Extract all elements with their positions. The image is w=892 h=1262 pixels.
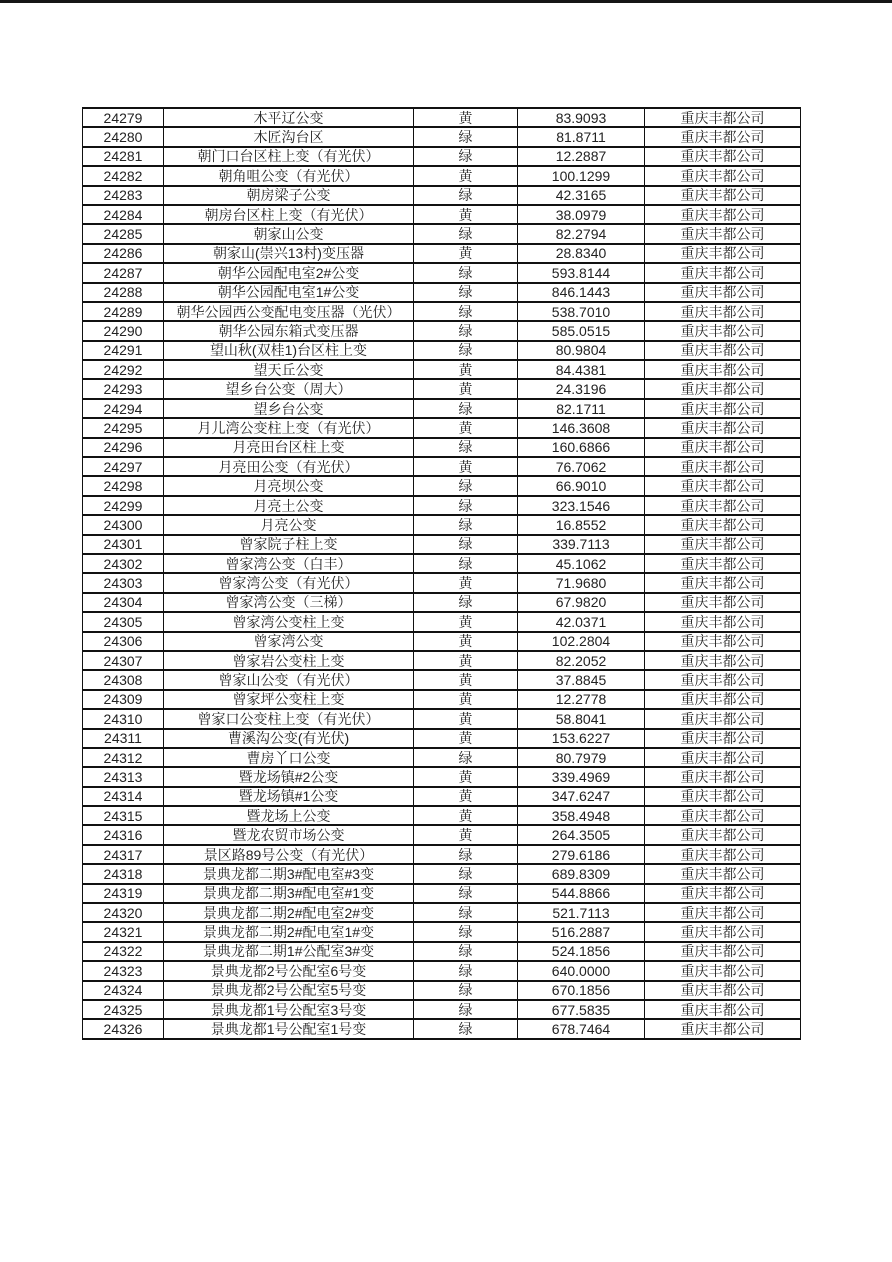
table-row — [83, 961, 801, 980]
table-row — [83, 690, 801, 709]
cell-company: 重庆丰都公司 — [645, 147, 801, 166]
cell-company: 重庆丰都公司 — [645, 341, 801, 360]
cell-company: 重庆丰都公司 — [645, 205, 801, 224]
cell-status: 绿 — [414, 535, 518, 554]
cell-company: 重庆丰都公司 — [645, 321, 801, 340]
cell-status: 绿 — [414, 399, 518, 418]
table-row — [83, 922, 801, 941]
cell-value: 38.0979 — [518, 205, 645, 224]
cell-station-name: 景典龙都二期2#配电室2#变 — [164, 903, 414, 922]
cell-status: 绿 — [414, 476, 518, 495]
cell-row-id: 24297 — [83, 457, 164, 476]
table-row — [83, 379, 801, 398]
table-row — [83, 321, 801, 340]
cell-value: 640.0000 — [518, 961, 645, 980]
cell-status: 绿 — [414, 224, 518, 243]
table-row — [83, 845, 801, 864]
cell-status: 黄 — [414, 806, 518, 825]
table-row — [83, 864, 801, 883]
cell-station-name: 曾家湾公变 — [164, 632, 414, 651]
cell-status: 黄 — [414, 651, 518, 670]
cell-value: 544.8866 — [518, 884, 645, 903]
cell-row-id: 24321 — [83, 922, 164, 941]
cell-station-name: 曹溪沟公变(有光伏) — [164, 729, 414, 748]
cell-row-id: 24284 — [83, 205, 164, 224]
cell-row-id: 24322 — [83, 942, 164, 961]
cell-row-id: 24311 — [83, 729, 164, 748]
cell-status: 黄 — [414, 787, 518, 806]
table-row — [83, 438, 801, 457]
cell-value: 82.2794 — [518, 224, 645, 243]
table-row — [83, 166, 801, 185]
cell-station-name: 朝华公园东箱式变压器 — [164, 321, 414, 340]
cell-station-name: 景典龙都1号公配室1号变 — [164, 1019, 414, 1038]
cell-status: 绿 — [414, 593, 518, 612]
cell-station-name: 曾家山公变（有光伏） — [164, 670, 414, 689]
cell-company: 重庆丰都公司 — [645, 379, 801, 398]
cell-station-name: 朝华公园配电室1#公变 — [164, 283, 414, 302]
cell-row-id: 24290 — [83, 321, 164, 340]
cell-station-name: 望天丘公变 — [164, 360, 414, 379]
table-row — [83, 632, 801, 651]
cell-row-id: 24295 — [83, 418, 164, 437]
cell-row-id: 24324 — [83, 981, 164, 1000]
cell-company: 重庆丰都公司 — [645, 263, 801, 282]
cell-row-id: 24292 — [83, 360, 164, 379]
table-row — [83, 942, 801, 961]
cell-value: 153.6227 — [518, 729, 645, 748]
cell-value: 689.8309 — [518, 864, 645, 883]
cell-value: 102.2804 — [518, 632, 645, 651]
cell-value: 677.5835 — [518, 1000, 645, 1019]
cell-value: 160.6866 — [518, 438, 645, 457]
cell-company: 重庆丰都公司 — [645, 554, 801, 573]
cell-status: 绿 — [414, 263, 518, 282]
table-row — [83, 108, 801, 127]
table-row — [83, 651, 801, 670]
cell-value: 538.7010 — [518, 302, 645, 321]
cell-station-name: 曾家院子柱上变 — [164, 535, 414, 554]
cell-value: 81.8711 — [518, 127, 645, 146]
cell-value: 84.4381 — [518, 360, 645, 379]
cell-value: 593.8144 — [518, 263, 645, 282]
cell-status: 绿 — [414, 845, 518, 864]
cell-station-name: 月亮坝公变 — [164, 476, 414, 495]
cell-value: 82.2052 — [518, 651, 645, 670]
cell-station-name: 景典龙都二期3#配电室#1变 — [164, 884, 414, 903]
cell-company: 重庆丰都公司 — [645, 108, 801, 127]
cell-company: 重庆丰都公司 — [645, 612, 801, 631]
cell-row-id: 24293 — [83, 379, 164, 398]
cell-row-id: 24317 — [83, 845, 164, 864]
table-row — [83, 399, 801, 418]
cell-value: 80.7979 — [518, 748, 645, 767]
table-row — [83, 729, 801, 748]
table-row — [83, 224, 801, 243]
cell-value: 279.6186 — [518, 845, 645, 864]
table-row — [83, 787, 801, 806]
table-row — [83, 186, 801, 205]
cell-station-name: 朝房台区柱上变（有光伏） — [164, 205, 414, 224]
cell-status: 绿 — [414, 748, 518, 767]
cell-status: 绿 — [414, 1019, 518, 1038]
table-row — [83, 709, 801, 728]
cell-value: 670.1856 — [518, 981, 645, 1000]
table-row — [83, 593, 801, 612]
cell-value: 323.1546 — [518, 496, 645, 515]
table-row — [83, 825, 801, 844]
table-row — [83, 205, 801, 224]
cell-station-name: 景典龙都二期2#配电室1#变 — [164, 922, 414, 941]
cell-status: 黄 — [414, 418, 518, 437]
cell-row-id: 24310 — [83, 709, 164, 728]
cell-row-id: 24301 — [83, 535, 164, 554]
cell-company: 重庆丰都公司 — [645, 535, 801, 554]
cell-status: 绿 — [414, 1000, 518, 1019]
transformer-data-table — [82, 107, 801, 1040]
cell-value: 358.4948 — [518, 806, 645, 825]
cell-status: 绿 — [414, 321, 518, 340]
cell-value: 58.8041 — [518, 709, 645, 728]
cell-company: 重庆丰都公司 — [645, 651, 801, 670]
cell-company: 重庆丰都公司 — [645, 787, 801, 806]
cell-status: 绿 — [414, 961, 518, 980]
cell-station-name: 月亮土公变 — [164, 496, 414, 515]
cell-company: 重庆丰都公司 — [645, 476, 801, 495]
cell-status: 黄 — [414, 573, 518, 592]
cell-row-id: 24296 — [83, 438, 164, 457]
cell-company: 重庆丰都公司 — [645, 961, 801, 980]
cell-company: 重庆丰都公司 — [645, 845, 801, 864]
cell-value: 24.3196 — [518, 379, 645, 398]
cell-row-id: 24280 — [83, 127, 164, 146]
table-row — [83, 302, 801, 321]
cell-row-id: 24320 — [83, 903, 164, 922]
cell-status: 黄 — [414, 825, 518, 844]
cell-row-id: 24287 — [83, 263, 164, 282]
table-row — [83, 981, 801, 1000]
table-row — [83, 476, 801, 495]
table-row — [83, 903, 801, 922]
cell-status: 黄 — [414, 379, 518, 398]
cell-value: 28.8340 — [518, 244, 645, 263]
cell-status: 黄 — [414, 205, 518, 224]
cell-station-name: 暨龙农贸市场公变 — [164, 825, 414, 844]
top-edge-bar — [0, 0, 892, 3]
cell-row-id: 24279 — [83, 108, 164, 127]
cell-value: 264.3505 — [518, 825, 645, 844]
cell-station-name: 曾家岩公变柱上变 — [164, 651, 414, 670]
cell-row-id: 24315 — [83, 806, 164, 825]
cell-row-id: 24285 — [83, 224, 164, 243]
table-row — [83, 884, 801, 903]
cell-row-id: 24305 — [83, 612, 164, 631]
cell-station-name: 朝房梁子公变 — [164, 186, 414, 205]
cell-status: 黄 — [414, 670, 518, 689]
cell-station-name: 暨龙场镇#2公变 — [164, 767, 414, 786]
cell-station-name: 暨龙场上公变 — [164, 806, 414, 825]
cell-company: 重庆丰都公司 — [645, 670, 801, 689]
table-row — [83, 283, 801, 302]
cell-row-id: 24313 — [83, 767, 164, 786]
cell-row-id: 24318 — [83, 864, 164, 883]
table-row — [83, 360, 801, 379]
cell-value: 45.1062 — [518, 554, 645, 573]
cell-row-id: 24304 — [83, 593, 164, 612]
cell-value: 80.9804 — [518, 341, 645, 360]
cell-station-name: 朝家山(崇兴13村)变压器 — [164, 244, 414, 263]
cell-status: 黄 — [414, 166, 518, 185]
cell-status: 绿 — [414, 864, 518, 883]
cell-station-name: 朝家山公变 — [164, 224, 414, 243]
cell-value: 42.0371 — [518, 612, 645, 631]
cell-company: 重庆丰都公司 — [645, 748, 801, 767]
cell-value: 678.7464 — [518, 1019, 645, 1038]
cell-row-id: 24309 — [83, 690, 164, 709]
table-row — [83, 341, 801, 360]
cell-status: 绿 — [414, 942, 518, 961]
cell-station-name: 朝门口台区柱上变（有光伏） — [164, 147, 414, 166]
cell-station-name: 望乡台公变 — [164, 399, 414, 418]
cell-value: 846.1443 — [518, 283, 645, 302]
cell-status: 黄 — [414, 767, 518, 786]
cell-company: 重庆丰都公司 — [645, 127, 801, 146]
cell-row-id: 24298 — [83, 476, 164, 495]
cell-row-id: 24299 — [83, 496, 164, 515]
cell-company: 重庆丰都公司 — [645, 864, 801, 883]
cell-station-name: 景区路89号公变（有光伏） — [164, 845, 414, 864]
cell-company: 重庆丰都公司 — [645, 903, 801, 922]
cell-company: 重庆丰都公司 — [645, 981, 801, 1000]
cell-status: 绿 — [414, 341, 518, 360]
cell-company: 重庆丰都公司 — [645, 573, 801, 592]
table-row — [83, 263, 801, 282]
table-row — [83, 147, 801, 166]
cell-company: 重庆丰都公司 — [645, 942, 801, 961]
cell-station-name: 曾家湾公变（白丰） — [164, 554, 414, 573]
cell-value: 347.6247 — [518, 787, 645, 806]
cell-station-name: 曾家湾公变（三梯） — [164, 593, 414, 612]
cell-row-id: 24316 — [83, 825, 164, 844]
table-body — [83, 108, 801, 1039]
cell-station-name: 月亮公变 — [164, 515, 414, 534]
cell-row-id: 24306 — [83, 632, 164, 651]
cell-company: 重庆丰都公司 — [645, 515, 801, 534]
table-row — [83, 767, 801, 786]
cell-value: 12.2887 — [518, 147, 645, 166]
cell-company: 重庆丰都公司 — [645, 244, 801, 263]
cell-status: 绿 — [414, 922, 518, 941]
cell-value: 339.4969 — [518, 767, 645, 786]
cell-status: 黄 — [414, 612, 518, 631]
cell-company: 重庆丰都公司 — [645, 224, 801, 243]
cell-row-id: 24281 — [83, 147, 164, 166]
table-row — [83, 418, 801, 437]
cell-station-name: 景典龙都1号公配室3号变 — [164, 1000, 414, 1019]
cell-station-name: 月儿湾公变柱上变（有光伏） — [164, 418, 414, 437]
cell-station-name: 景典龙都二期3#配电室#3变 — [164, 864, 414, 883]
cell-company: 重庆丰都公司 — [645, 806, 801, 825]
cell-value: 67.9820 — [518, 593, 645, 612]
cell-value: 146.3608 — [518, 418, 645, 437]
cell-value: 12.2778 — [518, 690, 645, 709]
cell-status: 黄 — [414, 709, 518, 728]
cell-status: 绿 — [414, 127, 518, 146]
cell-station-name: 朝华公园西公变配电变压器（光伏） — [164, 302, 414, 321]
cell-status: 黄 — [414, 632, 518, 651]
cell-status: 绿 — [414, 554, 518, 573]
table-row — [83, 573, 801, 592]
cell-station-name: 景典龙都2号公配室5号变 — [164, 981, 414, 1000]
table-row — [83, 515, 801, 534]
cell-row-id: 24291 — [83, 341, 164, 360]
cell-company: 重庆丰都公司 — [645, 632, 801, 651]
table-row — [83, 670, 801, 689]
cell-company: 重庆丰都公司 — [645, 360, 801, 379]
cell-row-id: 24283 — [83, 186, 164, 205]
cell-status: 黄 — [414, 108, 518, 127]
cell-value: 42.3165 — [518, 186, 645, 205]
cell-value: 521.7113 — [518, 903, 645, 922]
cell-value: 100.1299 — [518, 166, 645, 185]
cell-company: 重庆丰都公司 — [645, 709, 801, 728]
cell-station-name: 朝华公园配电室2#公变 — [164, 263, 414, 282]
cell-company: 重庆丰都公司 — [645, 418, 801, 437]
table-row — [83, 496, 801, 515]
cell-row-id: 24286 — [83, 244, 164, 263]
cell-station-name: 曹房丫口公变 — [164, 748, 414, 767]
cell-company: 重庆丰都公司 — [645, 438, 801, 457]
cell-status: 绿 — [414, 438, 518, 457]
cell-row-id: 24325 — [83, 1000, 164, 1019]
cell-company: 重庆丰都公司 — [645, 922, 801, 941]
cell-company: 重庆丰都公司 — [645, 496, 801, 515]
cell-value: 37.8845 — [518, 670, 645, 689]
cell-value: 82.1711 — [518, 399, 645, 418]
cell-station-name: 木平辽公变 — [164, 108, 414, 127]
cell-company: 重庆丰都公司 — [645, 884, 801, 903]
cell-status: 绿 — [414, 981, 518, 1000]
cell-status: 绿 — [414, 186, 518, 205]
cell-station-name: 月亮田公变（有光伏） — [164, 457, 414, 476]
cell-row-id: 24314 — [83, 787, 164, 806]
cell-station-name: 曾家湾公变柱上变 — [164, 612, 414, 631]
cell-station-name: 木匠沟台区 — [164, 127, 414, 146]
cell-station-name: 景典龙都二期1#公配室3#变 — [164, 942, 414, 961]
cell-row-id: 24288 — [83, 283, 164, 302]
table-row — [83, 535, 801, 554]
cell-status: 黄 — [414, 729, 518, 748]
cell-status: 黄 — [414, 360, 518, 379]
cell-row-id: 24303 — [83, 573, 164, 592]
cell-row-id: 24282 — [83, 166, 164, 185]
cell-row-id: 24289 — [83, 302, 164, 321]
cell-company: 重庆丰都公司 — [645, 302, 801, 321]
cell-status: 绿 — [414, 147, 518, 166]
cell-value: 16.8552 — [518, 515, 645, 534]
cell-station-name: 月亮田台区柱上变 — [164, 438, 414, 457]
table-row — [83, 1019, 801, 1038]
cell-status: 绿 — [414, 515, 518, 534]
cell-company: 重庆丰都公司 — [645, 457, 801, 476]
cell-company: 重庆丰都公司 — [645, 283, 801, 302]
cell-value: 66.9010 — [518, 476, 645, 495]
cell-station-name: 朝角咀公变（有光伏） — [164, 166, 414, 185]
cell-company: 重庆丰都公司 — [645, 593, 801, 612]
cell-value: 585.0515 — [518, 321, 645, 340]
cell-row-id: 24300 — [83, 515, 164, 534]
cell-company: 重庆丰都公司 — [645, 729, 801, 748]
cell-company: 重庆丰都公司 — [645, 767, 801, 786]
cell-row-id: 24323 — [83, 961, 164, 980]
cell-row-id: 24319 — [83, 884, 164, 903]
cell-station-name: 曾家坪公变柱上变 — [164, 690, 414, 709]
cell-station-name: 暨龙场镇#1公变 — [164, 787, 414, 806]
cell-status: 黄 — [414, 457, 518, 476]
table-row — [83, 127, 801, 146]
cell-row-id: 24302 — [83, 554, 164, 573]
cell-company: 重庆丰都公司 — [645, 166, 801, 185]
cell-row-id: 24294 — [83, 399, 164, 418]
table-row — [83, 612, 801, 631]
cell-status: 绿 — [414, 283, 518, 302]
cell-station-name: 曾家口公变柱上变（有光伏） — [164, 709, 414, 728]
table-row — [83, 806, 801, 825]
cell-station-name: 景典龙都2号公配室6号变 — [164, 961, 414, 980]
cell-company: 重庆丰都公司 — [645, 186, 801, 205]
cell-company: 重庆丰都公司 — [645, 1019, 801, 1038]
cell-status: 绿 — [414, 903, 518, 922]
cell-company: 重庆丰都公司 — [645, 399, 801, 418]
cell-status: 黄 — [414, 244, 518, 263]
cell-value: 516.2887 — [518, 922, 645, 941]
cell-company: 重庆丰都公司 — [645, 825, 801, 844]
cell-company: 重庆丰都公司 — [645, 690, 801, 709]
cell-company: 重庆丰都公司 — [645, 1000, 801, 1019]
cell-row-id: 24312 — [83, 748, 164, 767]
cell-value: 76.7062 — [518, 457, 645, 476]
cell-station-name: 望山秋(双桂1)台区柱上变 — [164, 341, 414, 360]
table-row — [83, 457, 801, 476]
table-row — [83, 554, 801, 573]
cell-status: 绿 — [414, 884, 518, 903]
cell-station-name: 曾家湾公变（有光伏） — [164, 573, 414, 592]
cell-station-name: 望乡台公变（周大） — [164, 379, 414, 398]
cell-value: 71.9680 — [518, 573, 645, 592]
cell-status: 绿 — [414, 302, 518, 321]
table-row — [83, 1000, 801, 1019]
cell-status: 绿 — [414, 496, 518, 515]
cell-value: 83.9093 — [518, 108, 645, 127]
cell-status: 黄 — [414, 690, 518, 709]
table-row — [83, 244, 801, 263]
cell-value: 339.7113 — [518, 535, 645, 554]
table-row — [83, 748, 801, 767]
cell-row-id: 24308 — [83, 670, 164, 689]
cell-row-id: 24326 — [83, 1019, 164, 1038]
cell-row-id: 24307 — [83, 651, 164, 670]
cell-value: 524.1856 — [518, 942, 645, 961]
